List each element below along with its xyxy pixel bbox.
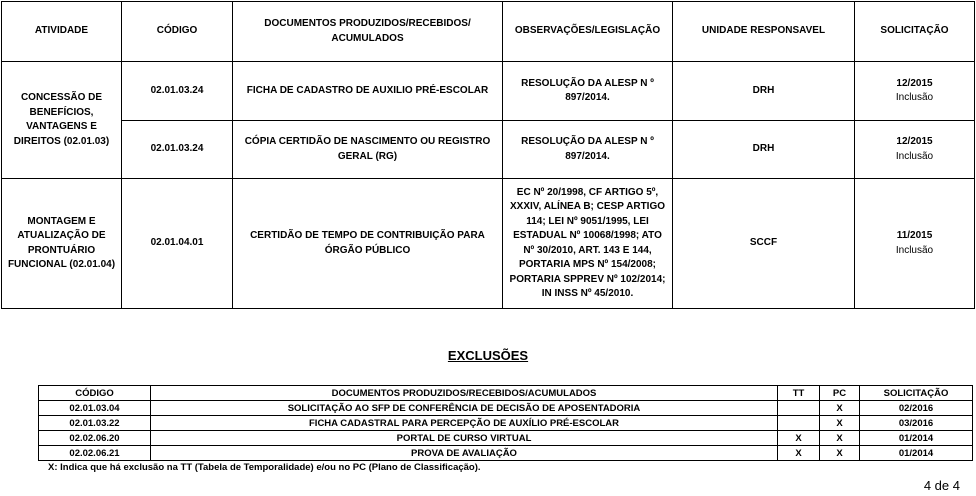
excl-pc-cell: X [820,401,860,416]
header-atividade: ATIVIDADE [2,2,122,62]
excl-pc-cell: X [820,431,860,446]
excl-pc-cell: X [820,446,860,461]
exclusions-note: X: Indica que há exclusão na TT (Tabela de Temporalidade) e/ou no PC (Plano de Classificação). [48,462,481,473]
unidade-cell: SCCF [673,179,855,309]
header-solicitacao: SOLICITAÇÃO [855,2,975,62]
observacao-cell: RESOLUÇÃO DA ALESP N º 897/2014. [503,62,673,121]
documento-cell: CERTIDÃO DE TEMPO DE CONTRIBUIÇÃO PARA ÓRGÃO PÚBLICO [233,179,503,309]
exclusions-table [38,385,973,461]
excl-tt-cell [778,416,820,431]
solicitacao-cell [855,179,975,309]
documento-cell: CÓPIA CERTIDÃO DE NASCIMENTO OU REGISTRO GERAL (RG) [233,121,503,179]
unidade-cell: DRH [673,121,855,179]
excl-solicitacao-cell: 01/2014 [860,431,973,446]
exclusions-header-row [39,386,973,401]
table-header-row [2,2,975,62]
exclusions-title: EXCLUSÕES [447,348,529,363]
exclusions-row [39,416,973,431]
excl-codigo-cell: 02.01.03.22 [39,416,151,431]
excl-header-documentos: DOCUMENTOS PRODUZIDOS/RECEBIDOS/ACUMULADOS [151,386,778,401]
codigo-cell: 02.01.04.01 [122,179,233,309]
excl-tt-cell: X [778,431,820,446]
table-row [2,121,975,179]
atividade-cell: CONCESSÃO DE BENEFÍCIOS, VANTAGENS E DIREITOS (02.01.03) [2,62,122,179]
header-codigo: CÓDIGO [122,2,233,62]
observacao-cell: RESOLUÇÃO DA ALESP N º 897/2014. [503,121,673,179]
excl-solicitacao-cell: 01/2014 [860,446,973,461]
table-row [2,62,975,121]
excl-codigo-cell: 02.01.03.04 [39,401,151,416]
excl-codigo-cell: 02.02.06.21 [39,446,151,461]
solicitacao-date: 12/2015 [896,136,933,147]
solicitacao-date: 12/2015 [896,77,933,89]
solicitacao-type: Inclusão [895,92,934,103]
excl-documento-cell: PORTAL DE CURSO VIRTUAL [151,431,778,446]
excl-tt-cell: X [778,446,820,461]
atividade-cell: MONTAGEM E ATUALIZAÇÃO DE PRONTUÁRIO FUNCIONAL (02.01.04) [2,179,122,309]
exclusions-row [39,401,973,416]
excl-header-codigo: CÓDIGO [39,386,151,401]
solicitacao-type: Inclusão [895,150,934,162]
table-row [2,179,975,309]
solicitacao-type: Inclusão [895,244,934,256]
excl-documento-cell: FICHA CADASTRAL PARA PERCEPÇÃO DE AUXÍLIO PRÉ-ESCOLAR [151,416,778,431]
unidade-cell: DRH [673,62,855,121]
excl-tt-cell [778,401,820,416]
excl-solicitacao-cell: 03/2016 [860,416,973,431]
documento-cell: FICHA DE CADASTRO DE AUXILIO PRÉ-ESCOLAR [233,62,503,121]
excl-documento-cell: PROVA DE AVALIAÇÃO [151,446,778,461]
excl-pc-cell: X [820,416,860,431]
solicitacao-date: 11/2015 [896,230,933,241]
excl-solicitacao-cell: 02/2016 [860,401,973,416]
inclusions-table [1,1,975,309]
solicitacao-cell [855,121,975,179]
excl-header-solicitacao: SOLICITAÇÃO [860,386,973,401]
header-documentos: DOCUMENTOS PRODUZIDOS/RECEBIDOS/ ACUMULADOS [233,2,503,62]
codigo-cell: 02.01.03.24 [122,62,233,121]
excl-header-pc: PC [820,386,860,401]
header-unidade: UNIDADE RESPONSAVEL [673,2,855,62]
page-number: 4 de 4 [923,478,960,493]
observacao-cell: EC Nº 20/1998, CF ARTIGO 5º, XXXIV, ALÍNEA B; CESP ARTIGO 114; LEI Nº 9051/1995, LEI ESTADUAL Nº 10068/1998; ATO Nº 30/2010, ART. 143 E 144, PORTARIA MPS Nº 154/2008; PORTARIA SPPREV Nº 102/2014; IN INSS Nº 45/2010. [503,179,673,309]
solicitacao-cell [855,62,975,121]
excl-documento-cell: SOLICITAÇÃO AO SFP DE CONFERÊNCIA DE DECISÃO DE APOSENTADORIA [151,401,778,416]
exclusions-row [39,446,973,461]
excl-header-tt: TT [778,386,820,401]
header-observacoes: OBSERVAÇÕES/LEGISLAÇÃO [503,2,673,62]
exclusions-row [39,431,973,446]
excl-codigo-cell: 02.02.06.20 [39,431,151,446]
codigo-cell: 02.01.03.24 [122,121,233,179]
